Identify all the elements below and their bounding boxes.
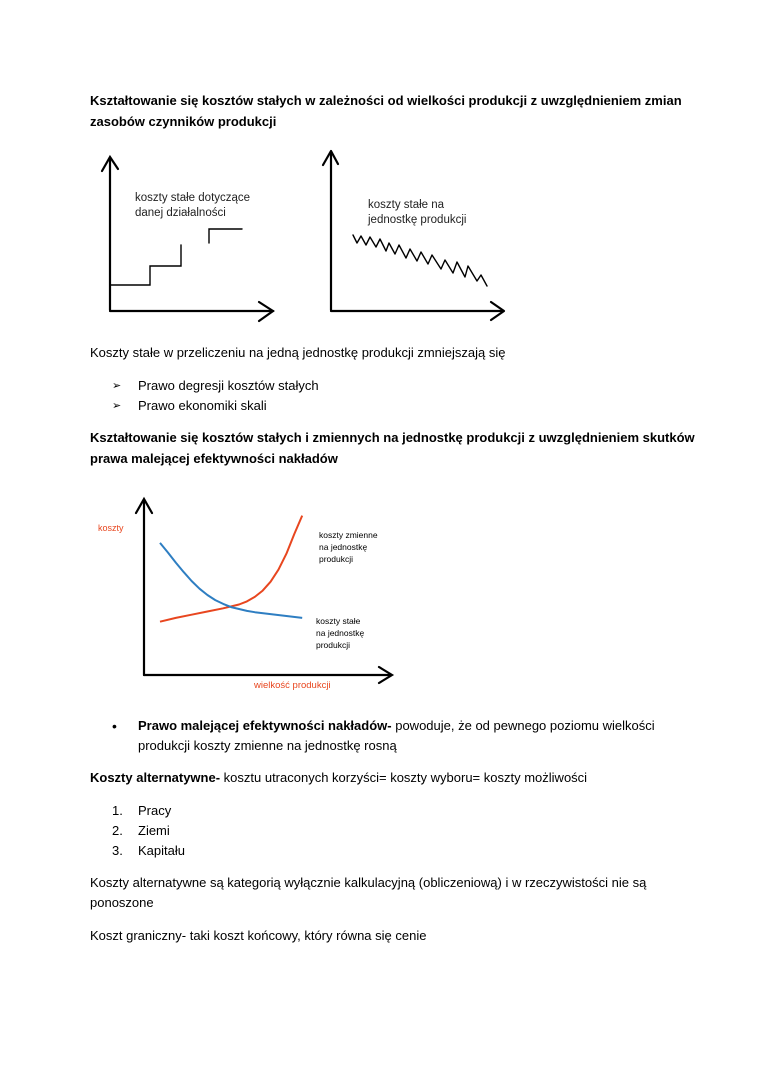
bullet-law-text: powoduje, że od pewnego poziomu wielkości [391, 718, 655, 733]
para-kategoria-kalkulacyjna-line1: Koszty alternatywne są kategorią wyłącznie kalkulacyjną (obliczeniową) i w rzeczywistości nie są [90, 875, 647, 890]
bullet-malejaca-efektywnosc [112, 716, 655, 736]
sketch-unit-fixed-costs [323, 151, 504, 320]
bullet-law-name: Prawo malejącej efektywności nakładów- [138, 718, 392, 733]
heading-fixed-costs-line1: Kształtowanie się kosztów stałych w zależności od wielkości produkcji z uwzględnieniem zmian [90, 93, 682, 108]
list-number: 3. [112, 843, 123, 858]
numbered-item-ziemi [112, 821, 170, 841]
series-fixed-costs-label-2: na jednostkę [316, 628, 365, 638]
list-item-label: Ziemi [138, 823, 170, 838]
sketch-total-fixed-costs [102, 157, 273, 321]
para-unit-fixed-costs: Koszty stałe w przeliczeniu na jedną jednostkę produkcji zmniejszają się [90, 345, 506, 360]
koszty-alternatywne-term: Koszty alternatywne- [90, 770, 221, 785]
series-variable-costs-label-3: produkcji [319, 554, 354, 564]
list-item-ekonomika-skali [112, 396, 267, 416]
series-variable-costs-label-2: na jednostkę [319, 542, 368, 552]
list-number: 1. [112, 803, 123, 818]
bullet-law-text-line2: produkcji koszty zmienne na jednostkę rosną [138, 738, 397, 753]
bullet-dot-icon: • [112, 718, 117, 734]
chart-axes [136, 499, 392, 683]
list-item-label: Prawo degresji kosztów stałych [138, 378, 319, 393]
series-fixed-costs-label-3: produkcji [316, 640, 351, 650]
heading-unit-costs-line1: Kształtowanie się kosztów stałych i zmiennych na jednostkę produkcji z uwzględnieniem skutków [90, 430, 695, 445]
series-fixed-costs-label-1: koszty stałe [316, 616, 361, 626]
arrow-bullet-icon: ➢ [112, 380, 122, 392]
sketch-left-step-line [111, 245, 181, 285]
fixed-costs-sketches [95, 145, 515, 325]
arrow-bullet-icon: ➢ [112, 400, 122, 412]
list-number: 2. [112, 823, 123, 838]
sketch-left-step-top [209, 229, 242, 243]
list-item-label: Pracy [138, 803, 172, 818]
list-item-label: Kapitału [138, 843, 185, 858]
para-kategoria-kalkulacyjna-line2: ponoszone [90, 895, 154, 910]
chart-xlabel: wielkość produkcji [254, 680, 331, 691]
sketch-right-label-2: jednostkę produkcji [368, 214, 467, 226]
sketch-right-label-1: koszty stałe na [368, 199, 445, 211]
list-item-degresja [112, 376, 319, 396]
numbered-item-kapitalu [112, 841, 185, 861]
heading-unit-costs-line2: prawa malejącej efektywności nakładów [90, 451, 338, 466]
sketch-left-label-2: danej działalności [135, 207, 226, 219]
numbered-item-pracy [112, 801, 171, 821]
heading-fixed-costs-line2: zasobów czynników produkcji [90, 114, 277, 129]
para-koszt-graniczny: Koszt graniczny- taki koszt końcowy, który równa się cenie [90, 928, 427, 943]
koszty-alternatywne-definition: kosztu utraconych korzyści= koszty wyboru= koszty możliwości [220, 770, 588, 785]
sketch-right-jagged-line [353, 235, 487, 286]
list-item-label: Prawo ekonomiki skali [138, 398, 267, 413]
chart-ylabel: koszty [98, 523, 124, 533]
sketch-left-label-1: koszty stałe dotyczące [135, 192, 251, 204]
unit-costs-chart [90, 490, 420, 695]
series-fixed-costs-line [160, 543, 302, 618]
para-koszty-alternatywne [90, 768, 587, 788]
series-variable-costs-label-1: koszty zmienne [319, 530, 378, 540]
